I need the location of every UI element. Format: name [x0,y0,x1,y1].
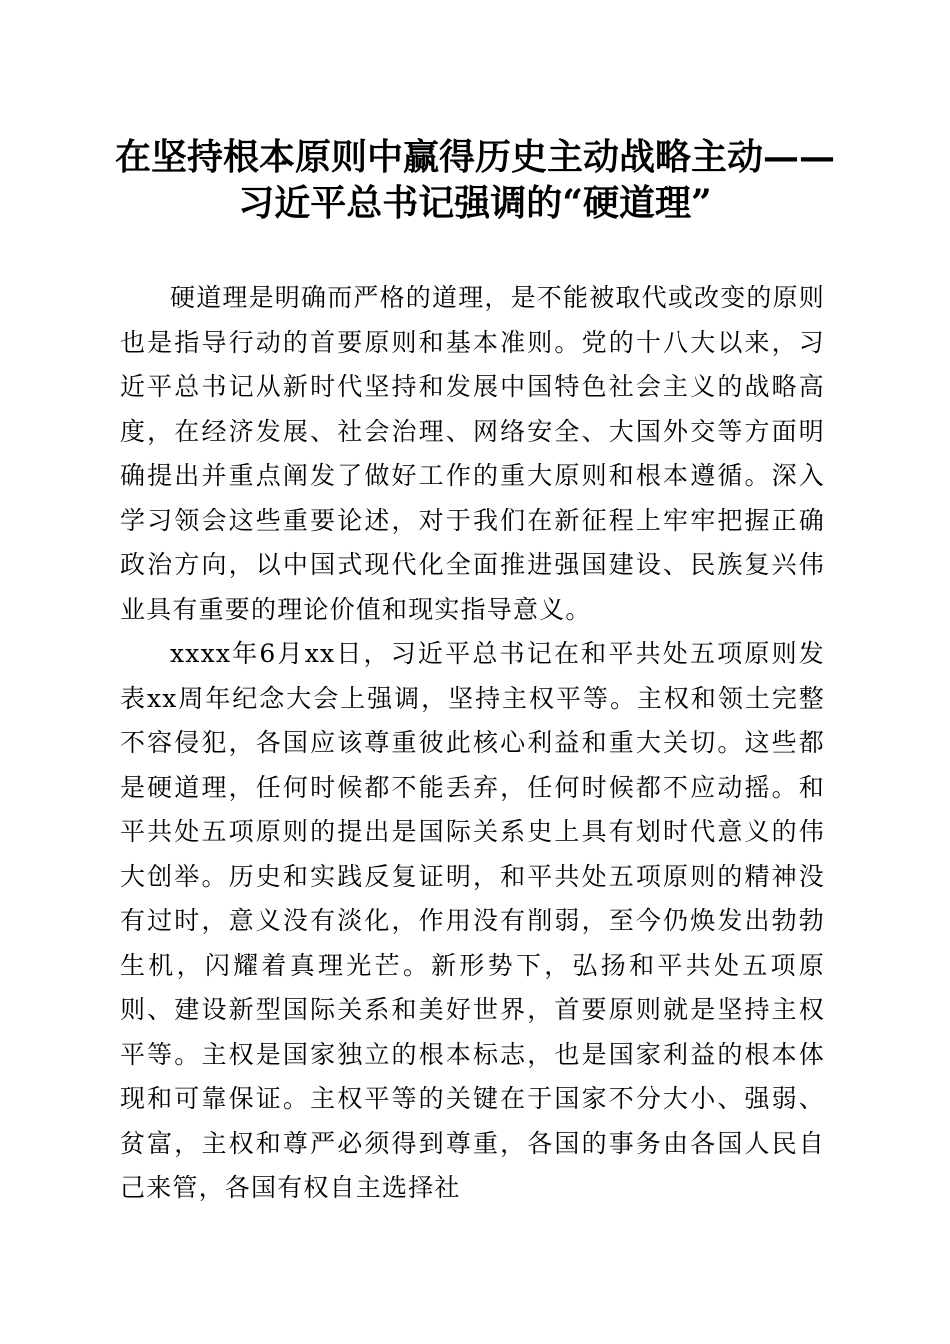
document-body [120,276,825,1211]
title-line-1: 在坚持根本原则中赢得历史主动战略主动—— [114,136,835,178]
paragraph-2: xxxx年6月xx日，习近平总书记在和平共处五项原则发表xx周年纪念大会上强调，坚持主权平等。主权和领土完整不容侵犯，各国应该尊重彼此核心利益和重大关切。这些都是硬道理，任何时候都不能丢弃，任何时候都不应动摇。和平共处五项原则的提出是国际关系史上具有划时代意义的伟大创举。历史和实践反复证明，和平共处五项原则的精神没有过时，意义没有淡化，作用没有削弱，至今仍焕发出勃勃生机，闪耀着真理光芒。新形势下，弘扬和平共处五项原则、建设新型国际关系和美好世界，首要原则就是坚持主权平等。主权是国家独立的根本标志，也是国家利益的根本体现和可靠保证。主权平等的关键在于国家不分大小、强弱、贫富，主权和尊严必须得到尊重，各国的事务由各国人民自己来管，各国有权自主选择社 [120,639,825,1202]
document-title [100,134,850,226]
paragraph-1: 硬道理是明确而严格的道理，是不能被取代或改变的原则也是指导行动的首要原则和基本准则。党的十八大以来，习近平总书记从新时代坚持和发展中国特色社会主义的战略高度，在经济发展、社会治理、网络安全、大国外交等方面明确提出并重点阐发了做好工作的重大原则和根本遵循。深入学习领会这些重要论述，对于我们在新征程上牢牢把握正确政治方向，以中国式现代化全面推进强国建设、民族复兴伟业具有重要的理论价值和现实指导意义。 [120,283,826,624]
title-line-2: 习近平总书记强调的“硬道理” [238,182,712,224]
